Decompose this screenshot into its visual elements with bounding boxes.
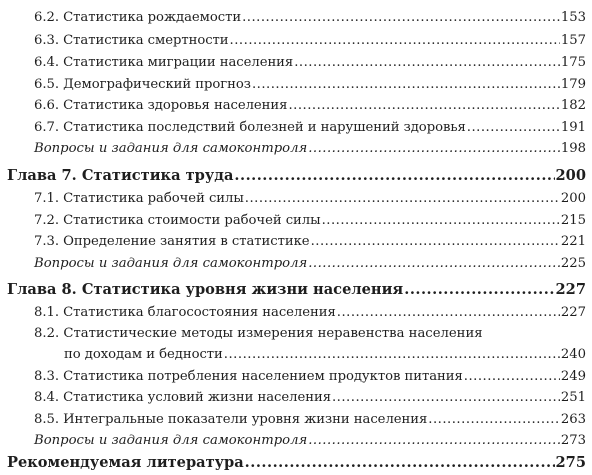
toc-chapter[interactable]: [7, 454, 586, 471]
dot-leader: [308, 141, 560, 156]
dot-leader: [428, 412, 560, 427]
toc-entry[interactable]: [34, 120, 586, 135]
page-number: 182: [560, 98, 586, 113]
entry-title: 6.7. Статистика последствий болезней и нарушений здоровья: [34, 120, 466, 135]
page-number: 251: [560, 390, 586, 405]
dot-leader: [242, 10, 560, 25]
page-number: 157: [560, 33, 586, 48]
toc-entry[interactable]: [34, 305, 586, 320]
page-number: 215: [560, 213, 586, 228]
page-number: 153: [560, 10, 586, 25]
dot-leader: [234, 167, 554, 184]
toc-entry[interactable]: [34, 10, 586, 25]
page-number: 191: [560, 120, 586, 135]
dot-leader: [230, 33, 560, 48]
chapter-title: Рекомендуемая литература: [7, 454, 244, 471]
entry-title: 6.2. Статистика рождаемости: [34, 10, 242, 25]
entry-title-first-line: 8.2. Статистические методы измерения неравенства населения: [34, 326, 483, 341]
entry-title: по доходам и бедности: [64, 347, 223, 362]
toc-entry[interactable]: [34, 77, 586, 92]
page-number: 175: [560, 55, 586, 70]
dot-leader: [288, 98, 559, 113]
page-number: 275: [555, 454, 586, 471]
page-number: 221: [560, 234, 586, 249]
toc-chapter[interactable]: [7, 167, 586, 184]
page-number: 249: [560, 369, 586, 384]
entry-title: 7.3. Определение занятия в статистике: [34, 234, 310, 249]
dot-leader: [308, 433, 560, 448]
dot-leader: [224, 347, 560, 362]
entry-title: 8.1. Статистика благосостояния населения: [34, 305, 336, 320]
dot-leader: [294, 55, 560, 70]
page-number: 179: [560, 77, 586, 92]
entry-title: 6.6. Статистика здоровья населения: [34, 98, 288, 113]
page-number: 198: [560, 141, 586, 156]
toc-entry[interactable]: [34, 55, 586, 70]
entry-title: 7.2. Статистика стоимости рабочей силы: [34, 213, 321, 228]
dot-leader: [322, 213, 560, 228]
toc-entry[interactable]: [34, 98, 586, 113]
dot-leader: [404, 281, 554, 298]
dot-leader: [464, 369, 560, 384]
entry-title: 8.3. Статистика потребления населением продуктов питания: [34, 369, 463, 384]
dot-leader: [245, 191, 560, 206]
toc-entry[interactable]: [34, 390, 586, 405]
toc-entry[interactable]: [34, 213, 586, 228]
dot-leader: [337, 305, 560, 320]
entry-title: 7.1. Статистика рабочей силы: [34, 191, 244, 206]
entry-title: Вопросы и задания для самоконтроля: [34, 256, 308, 271]
entry-title: 6.5. Демографический прогноз: [34, 77, 251, 92]
page-number: 200: [555, 167, 586, 184]
entry-title: Вопросы и задания для самоконтроля: [34, 141, 308, 156]
entry-title: Вопросы и задания для самоконтроля: [34, 433, 308, 448]
page-number: 240: [560, 347, 586, 362]
entry-title: 6.4. Статистика миграции населения: [34, 55, 294, 70]
page-number: 263: [560, 412, 586, 427]
entry-title: 8.5. Интегральные показатели уровня жизни населения: [34, 412, 428, 427]
chapter-title: Глава 8. Статистика уровня жизни населения: [7, 281, 404, 298]
dot-leader: [332, 390, 560, 405]
chapter-title: Глава 7. Статистика труда: [7, 167, 234, 184]
toc-entry[interactable]: [34, 33, 586, 48]
entry-title: 8.4. Статистика условий жизни населения: [34, 390, 331, 405]
toc-entry[interactable]: [64, 347, 586, 362]
toc-entry[interactable]: [34, 433, 586, 448]
entry-title: 6.3. Статистика смертности: [34, 33, 229, 48]
page-number: 227: [555, 281, 586, 298]
dot-leader: [252, 77, 560, 92]
dot-leader: [308, 256, 560, 271]
page-number: 225: [560, 256, 586, 271]
dot-leader: [245, 454, 555, 471]
toc-entry[interactable]: [34, 141, 586, 156]
page-number: 200: [560, 191, 586, 206]
toc-entry[interactable]: [34, 369, 586, 384]
toc-chapter[interactable]: [7, 281, 586, 298]
toc-entry[interactable]: [34, 234, 586, 249]
toc-entry[interactable]: [34, 412, 586, 427]
toc-entry[interactable]: [34, 191, 586, 206]
dot-leader: [311, 234, 560, 249]
dot-leader: [467, 120, 560, 135]
page-number: 227: [560, 305, 586, 320]
toc-entry[interactable]: [34, 256, 586, 271]
page-number: 273: [560, 433, 586, 448]
